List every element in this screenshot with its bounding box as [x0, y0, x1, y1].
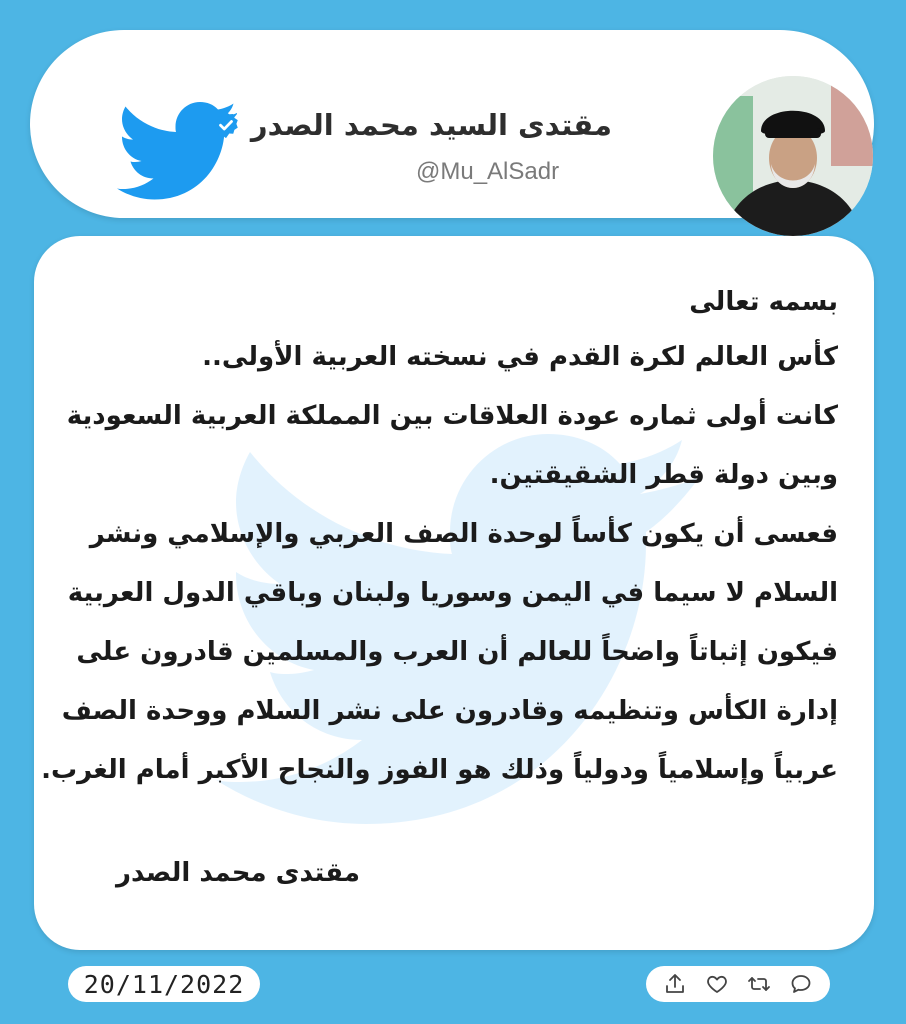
profile-header-card: [30, 30, 874, 218]
like-heart-icon[interactable]: [705, 972, 729, 996]
tweet-line: إدارة الكأس وتنظيمه وقادرون على نشر السلام ووحدة الصف: [61, 696, 838, 726]
tweet-line: كانت أولى ثماره عودة العلاقات بين المملكة العربية السعودية: [66, 401, 838, 431]
tweet-card: [34, 236, 874, 950]
tweet-line: بسمه تعالى: [689, 287, 838, 317]
avatar-portrait-image: [713, 76, 873, 236]
user-handle[interactable]: @Mu_AlSadr: [416, 158, 560, 185]
tweet-actions-bar: [646, 966, 830, 1002]
tweet-date: 20/11/2022: [68, 966, 260, 1002]
tweet-text: [41, 276, 838, 800]
tweet-line: كأس العالم لكرة القدم في نسخته العربية الأولى..: [202, 342, 838, 372]
tweet-line: عربياً وإسلامياً ودولياً وذلك هو الفوز والنجاح الأكبر أمام الغرب.: [41, 755, 838, 785]
avatar[interactable]: [713, 76, 873, 236]
reply-icon[interactable]: [789, 972, 813, 996]
tweet-line: فيكون إثباتاً واضحاً للعالم أن العرب والمسلمين قادرون على: [76, 637, 838, 667]
display-name[interactable]: مقتدى السيد محمد الصدر: [250, 108, 612, 142]
name-row: [211, 108, 612, 142]
tweet-line: فعسى أن يكون كأساً لوحدة الصف العربي والإسلامي ونشر: [89, 519, 838, 549]
share-icon[interactable]: [663, 972, 687, 996]
tweet-signature: مقتدى محمد الصدر: [116, 858, 360, 888]
tweet-line: وبين دولة قطر الشقيقتين.: [489, 460, 838, 490]
retweet-icon[interactable]: [747, 972, 771, 996]
tweet-line: السلام لا سيما في اليمن وسوريا ولبنان وباقي الدول العربية: [67, 578, 838, 608]
verified-badge-icon: [211, 110, 241, 140]
